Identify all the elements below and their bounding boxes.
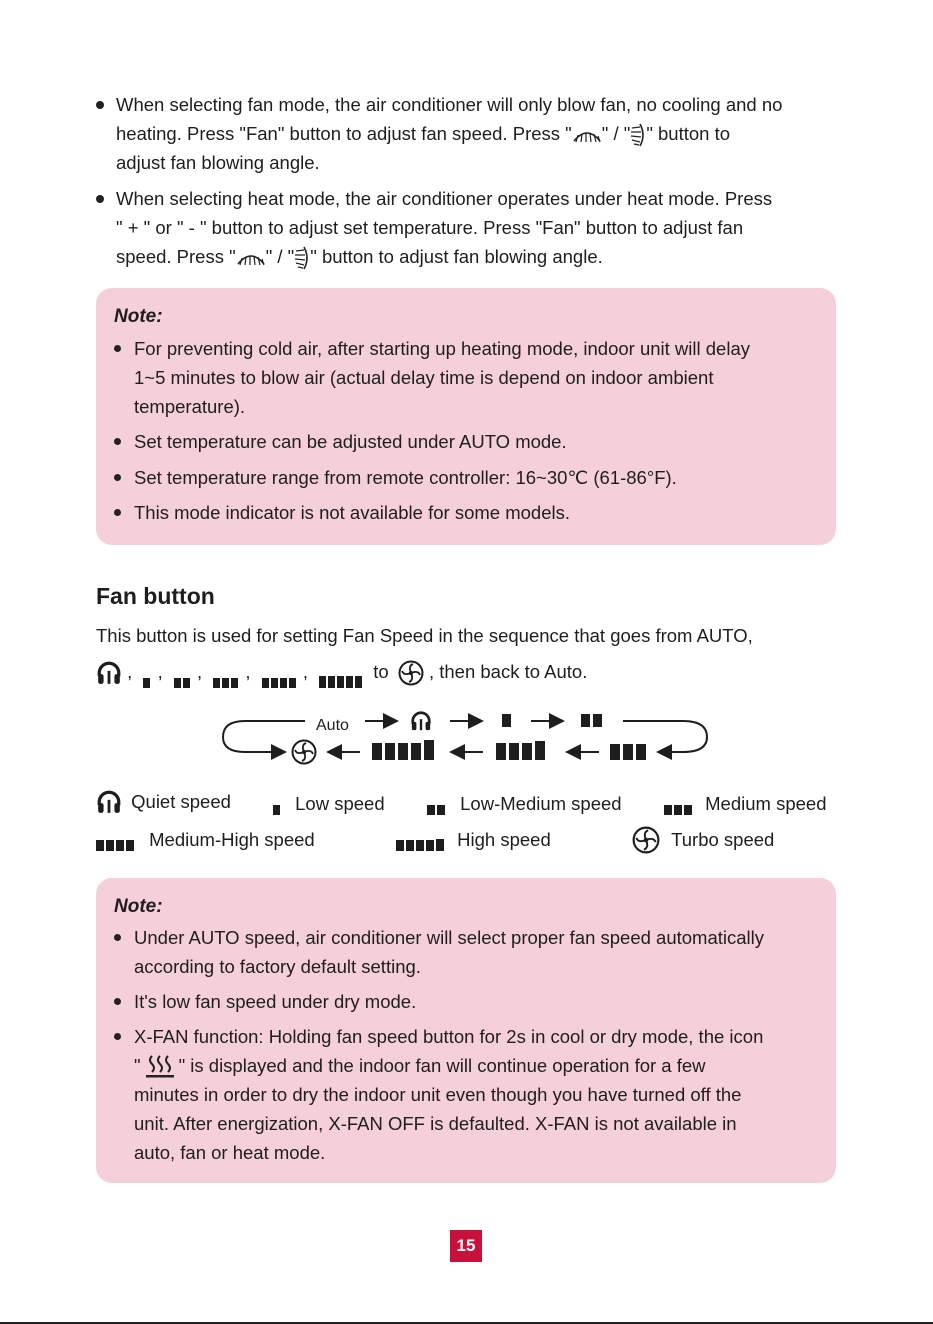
- note-title: Note:: [114, 306, 163, 327]
- bullet-dot: [114, 345, 121, 352]
- note-item: For preventing cold air, after starting up heating mode, indoor unit will delay 1~5 minutes to blow air (actual delay time is depend on indoor ambient temperature).: [114, 334, 750, 421]
- legend-turbo: Turbo speed: [632, 826, 774, 854]
- note-item: This mode indicator is not available for some models.: [114, 498, 570, 527]
- turbo-fan-icon: [632, 826, 660, 854]
- bullet-line: When selecting heat mode, the air conditioner operates under heat mode. Press: [116, 188, 773, 209]
- high-speed-bar-icon: [396, 829, 446, 851]
- fan-speed-cycle-diagram: [215, 705, 720, 775]
- note-item: It's low fan speed under dry mode.: [114, 987, 416, 1016]
- comma: ,: [245, 661, 251, 682]
- turbo-fan-icon: [293, 741, 316, 764]
- legend-low: Low speed: [273, 792, 385, 815]
- headphone-quiet-icon: [96, 789, 122, 815]
- note-item: Under AUTO speed, air conditioner will select proper fan speed automatically according to factory default setting.: [114, 923, 764, 981]
- note-item: Set temperature can be adjusted under AUTO mode.: [114, 427, 567, 456]
- bullet-dot: [114, 509, 121, 516]
- low-medium-speed-bar-icon: [581, 714, 602, 727]
- xfan-steam-icon: [145, 1054, 175, 1080]
- high-speed-bar-icon: [372, 740, 434, 760]
- bullet-line: " button to adjust fan blowing angle.: [310, 246, 603, 267]
- high-speed-bar-icon: [319, 658, 364, 688]
- note-title: Note:: [114, 896, 163, 917]
- comma: ,: [196, 661, 203, 682]
- turbo-fan-icon: [398, 660, 424, 686]
- note-item: X-FAN function: Holding fan speed button for 2s in cool or dry mode, the icon " " is displayed and the indoor fan will continue operation for a few minutes in order to dry the indoor unit even though you have turned off the unit. After energization, X-FAN OFF is defaulted. X-FAN is not available in auto, fan or heat mode.: [114, 1022, 763, 1167]
- legend-low-medium: Low-Medium speed: [427, 792, 622, 815]
- note-box-fan: [96, 878, 836, 1183]
- low-speed-bar-icon: [143, 658, 152, 688]
- bullet-dot: [114, 934, 121, 941]
- bullet-dot: [114, 1033, 121, 1040]
- medium-high-speed-bar-icon: [496, 741, 545, 760]
- seq-end: , then back to Auto.: [428, 661, 588, 682]
- medium-speed-bar-icon: [213, 658, 240, 688]
- page-number: 15: [450, 1230, 482, 1262]
- medium-high-speed-bar-icon: [96, 829, 136, 851]
- headphone-quiet-icon: [412, 713, 430, 730]
- legend-medium: Medium speed: [664, 792, 826, 815]
- seq-to: to: [373, 661, 389, 682]
- legend-high: High speed: [396, 828, 551, 851]
- bullet-dot: [114, 438, 121, 445]
- horizontal-swing-icon: [630, 123, 646, 147]
- bullet-dot: [114, 474, 121, 481]
- bullet-heat-mode: [96, 184, 772, 271]
- low-medium-speed-bar-icon: [427, 793, 447, 815]
- comma: ,: [302, 661, 308, 682]
- medium-speed-bar-icon: [610, 744, 646, 760]
- legend-quiet: Quiet speed: [96, 789, 231, 815]
- comma: ,: [157, 661, 163, 682]
- headphone-quiet-icon: [96, 660, 122, 686]
- bullet-line: adjust fan blowing angle.: [116, 152, 320, 173]
- vertical-swing-icon: [236, 249, 266, 267]
- bullet-line: " button to: [646, 123, 731, 144]
- medium-speed-bar-icon: [664, 793, 694, 815]
- note-item: Set temperature range from remote controller: 16~30℃ (61-86°F).: [114, 463, 677, 492]
- bullet-dot: [96, 195, 104, 203]
- vertical-swing-icon: [572, 126, 602, 144]
- low-medium-speed-bar-icon: [174, 658, 192, 688]
- bullet-dot: [96, 101, 104, 109]
- bullet-line: " / ": [265, 246, 295, 267]
- bullet-dot: [114, 998, 121, 1005]
- horizontal-swing-icon: [294, 246, 310, 270]
- bullet-line: " / ": [601, 123, 631, 144]
- medium-high-speed-bar-icon: [262, 658, 298, 688]
- fan-sequence: [96, 657, 587, 688]
- section-heading: Fan button: [96, 583, 215, 609]
- cycle-auto-label: Auto: [316, 717, 349, 734]
- bullet-line: " + " or " - " button to adjust set temperature. Press "Fan" button to adjust fan: [116, 217, 744, 238]
- bullet-fan-mode: [96, 90, 782, 177]
- low-speed-bar-icon: [273, 793, 282, 815]
- legend-medium-high: Medium-High speed: [96, 828, 315, 851]
- bullet-line: speed. Press ": [116, 246, 236, 267]
- comma: ,: [127, 661, 133, 682]
- bullet-line: When selecting fan mode, the air conditioner will only blow fan, no cooling and no: [116, 94, 783, 115]
- note-box-heat: [96, 288, 836, 545]
- fan-intro: This button is used for setting Fan Speed in the sequence that goes from AUTO,: [96, 625, 753, 646]
- bullet-line: heating. Press "Fan" button to adjust fan speed. Press ": [116, 123, 572, 144]
- low-speed-bar-icon: [502, 714, 511, 727]
